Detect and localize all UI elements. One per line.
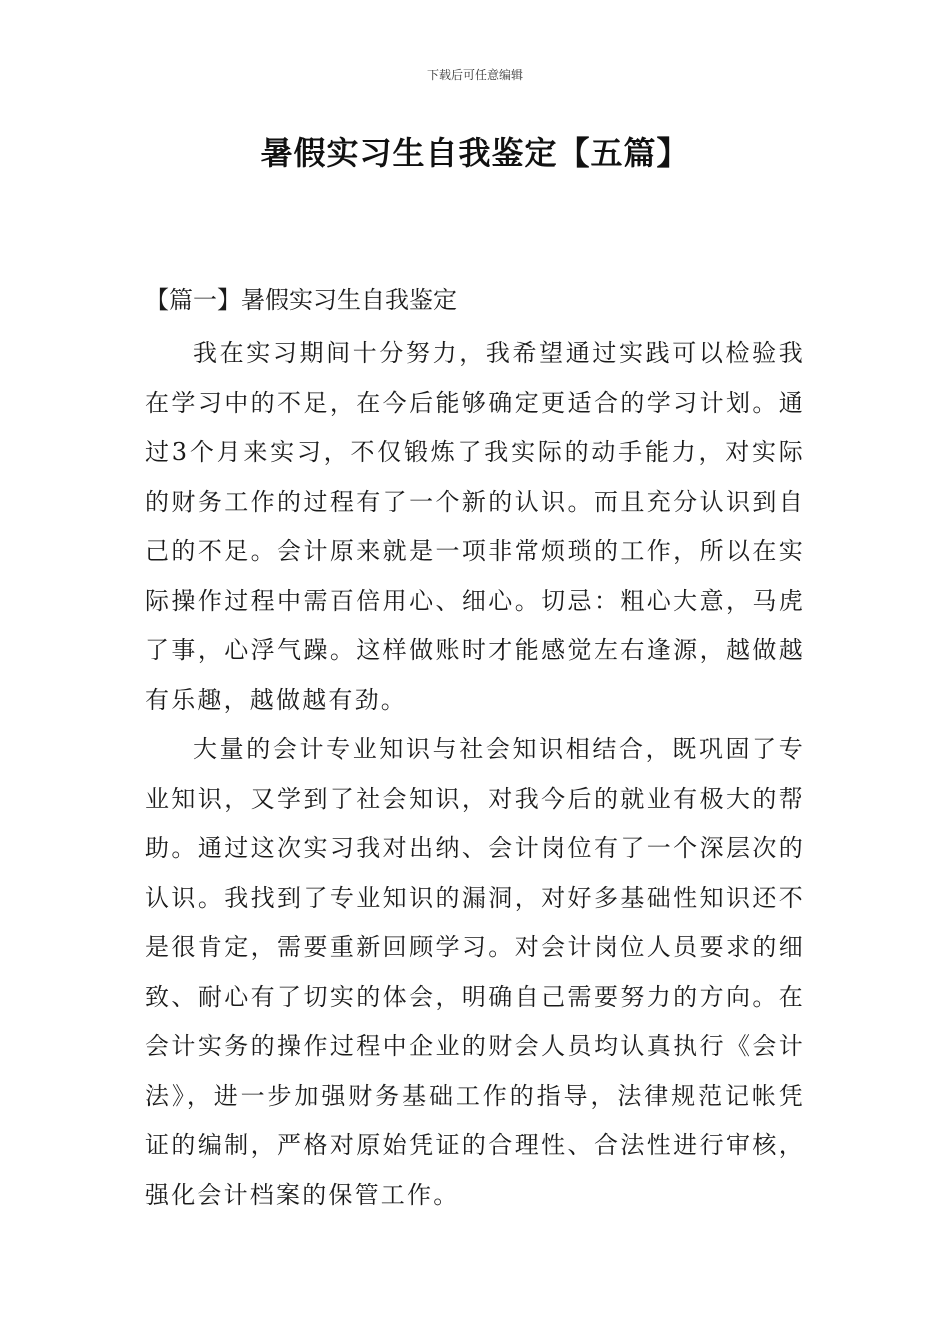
paragraph-2: 大量的会计专业知识与社会知识相结合，既巩固了专业知识，又学到了社会知识，对我今后的就业有极大的帮助。通过这次实习我对出纳、会计岗位有了一个深层次的认识。我找到了专业知识的漏洞，对好多基础性知识还不是很肯定，需要重新回顾学习。对会计岗位人员要求的细致、耐心有了切实的体会，明确自己需要努力的方向。在会计实务的操作过程中企业的财会人员均认真执行《会计法》，进一步加强财务基础工作的指导，法律规范记帐凭证的编制，严格对原始凭证的合理性、合法性进行审核，强化会计档案的保管工作。 [145, 735, 805, 1209]
header-note: 下载后可任意编辑 [426, 68, 523, 82]
paragraph-1: 我在实习期间十分努力，我希望通过实践可以检验我在学习中的不足，在今后能够确定更适合的学习计划。通过3个月来实习，不仅锻炼了我实际的动手能力，对实际的财务工作的过程有了一个新的认识。而且充分认识到自己的不足。会计原来就是一项非常烦琐的工作，所以在实际操作过程中需百倍用心、细心。切忌：粗心大意，马虎了事，心浮气躁。这样做账时才能感觉左右逢源，越做越有乐趣，越做越有劲。 [145, 339, 805, 714]
document-body [145, 329, 805, 1220]
section-heading: 【篇一】暑假实习生自我鉴定 [145, 286, 457, 314]
document-title: 暑假实习生自我鉴定【五篇】 [260, 134, 690, 172]
